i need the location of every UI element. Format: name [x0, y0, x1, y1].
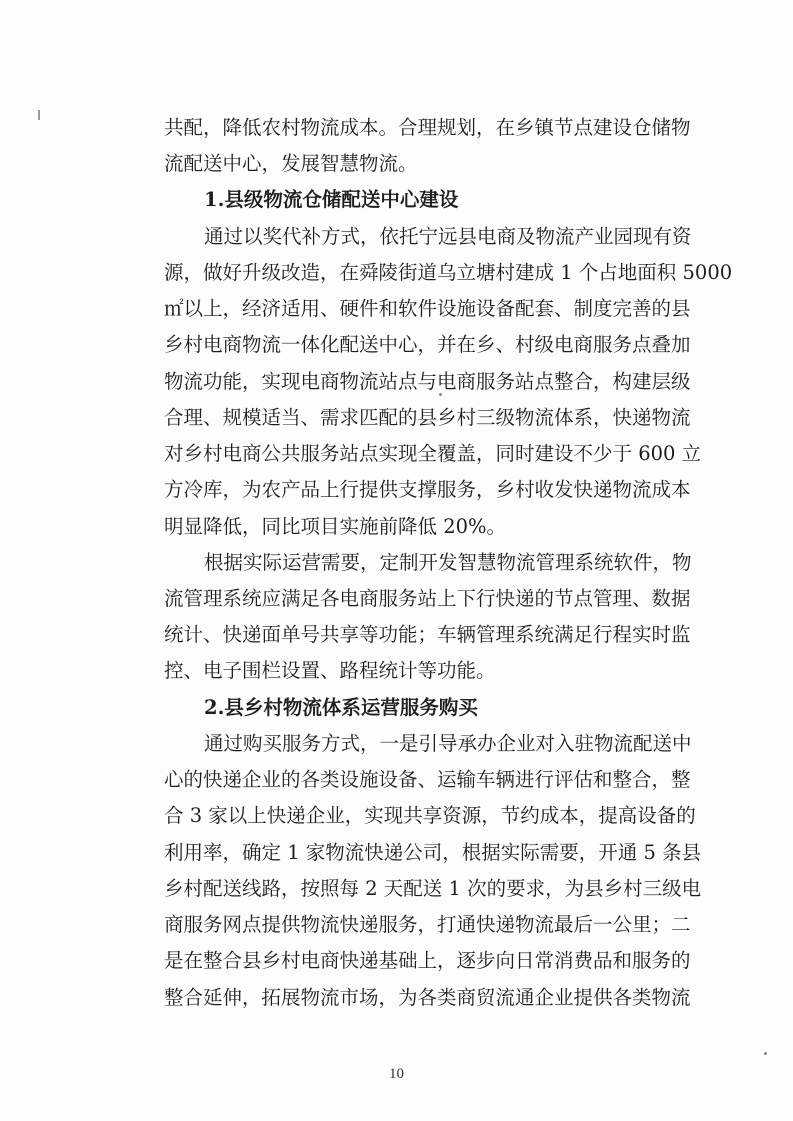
- body-line: 商服务网点提供物流快递服务，打通快递物流最后一公里；二: [164, 913, 691, 936]
- body-line: 统计、快递面单号共享等功能；车辆管理系统满足行程实时监: [164, 623, 691, 646]
- scan-margin-mark: [38, 110, 40, 120]
- body-line: 明显降低，同比项目实施前降低 20%。: [164, 515, 507, 538]
- body-line: 方冷库，为农产品上行提供支撑服务，乡村收发快递物流成本: [164, 478, 691, 501]
- section-heading-2: 2.县乡村物流体系运营服务购买: [204, 696, 478, 719]
- body-line: 整合延伸，拓展物流市场，为各类商贸流通企业提供各类物流: [164, 986, 691, 1009]
- page-number: 10: [389, 1066, 404, 1082]
- scan-speck: [764, 1052, 767, 1055]
- body-line: ㎡以上，经济适用、硬件和软件设施设备配套、制度完善的县: [164, 297, 691, 320]
- body-line: 合 3 家以上快递企业，实现共享资源，节约成本，提高设备的: [164, 804, 696, 827]
- body-line: 对乡村电商公共服务站点实现全覆盖，同时建设不少于 600 立: [164, 442, 702, 465]
- body-line: 合理、规模适当、需求匹配的县乡村三级物流体系，快递物流: [164, 406, 691, 429]
- body-line: 心的快递企业的各类设施设备、运输车辆进行评估和整合，整: [164, 768, 691, 791]
- body-line: 是在整合县乡村电商快递基础上，逐步向日常消费品和服务的: [164, 949, 691, 972]
- body-line: 通过以奖代补方式，依托宁远县电商及物流产业园现有资: [204, 225, 692, 248]
- body-line: 控、电子围栏设置、路程统计等功能。: [164, 659, 496, 682]
- section-heading-1: 1.县级物流仓储配送中心建设: [204, 188, 459, 211]
- body-line: 物流功能，实现电商物流站点与电商服务站点整合，构建层级: [164, 370, 691, 393]
- body-line: 乡村电商物流一体化配送中心，并在乡、村级电商服务点叠加: [164, 333, 691, 356]
- body-line: 通过购买服务方式，一是引导承办企业对入驻物流配送中: [204, 732, 692, 755]
- body-line: 源，做好升级改造，在舜陵街道乌立塘村建成 1 个占地面积 5000: [164, 261, 733, 284]
- body-line: 流配送中心，发展智慧物流。: [164, 152, 418, 175]
- body-line: 共配，降低农村物流成本。合理规划，在乡镇节点建设仓储物: [164, 116, 691, 139]
- body-line: 乡村配送线路，按照每 2 天配送 1 次的要求，为县乡村三级电: [164, 877, 702, 900]
- body-line: 流管理系统应满足各电商服务站上下行快递的节点管理、数据: [164, 587, 691, 610]
- body-line: 利用率，确定 1 家物流快递公司，根据实际需要，开通 5 条县: [164, 841, 702, 864]
- body-line: 根据实际运营需要，定制开发智慧物流管理系统软件，物: [204, 551, 692, 574]
